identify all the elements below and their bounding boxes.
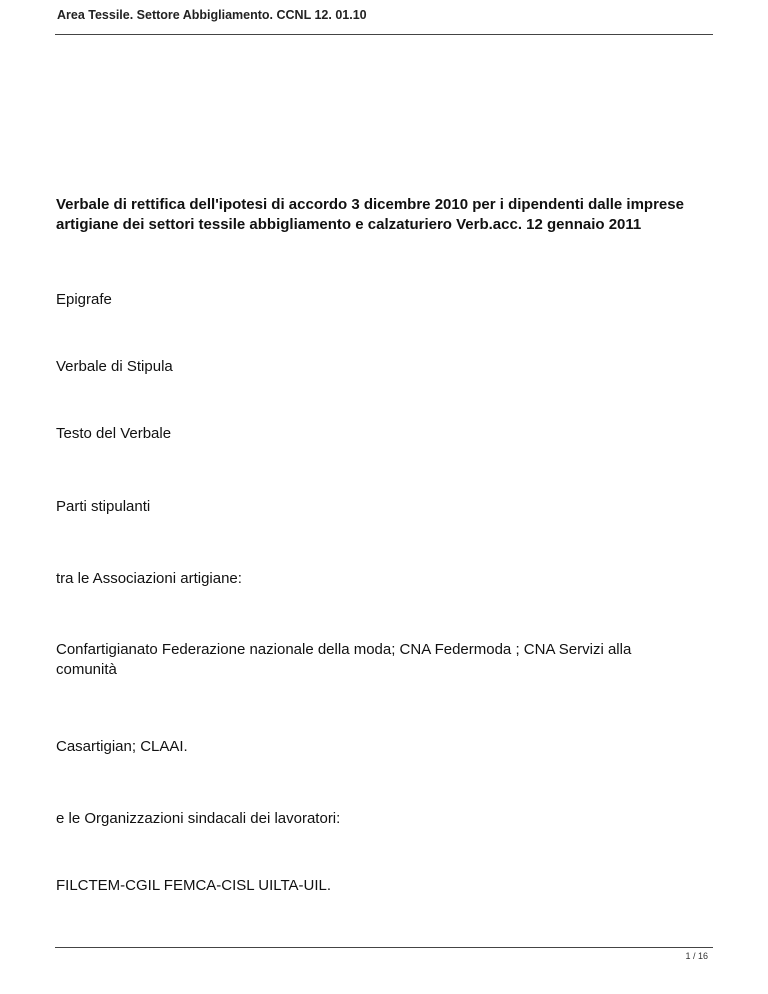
- footer-divider: [55, 947, 713, 948]
- paragraph-sindacati: FILCTEM-CGIL FEMCA-CISL UILTA-UIL.: [56, 877, 332, 894]
- paragraph-casartigian: Casartigian; CLAAI.: [56, 738, 188, 755]
- paragraph-organizzazioni-sindacali: e le Organizzazioni sindacali dei lavoratori:: [56, 810, 341, 827]
- header-divider: [55, 34, 713, 35]
- document-title: Verbale di rettifica dell'ipotesi di accordo 3 dicembre 2010 per i dipendenti dalle imprese artigiane dei settori tessile abbigliamento e calzaturiero Verb.acc. 12 gennaio 2011: [56, 196, 684, 233]
- paragraph-testo-verbale: Testo del Verbale: [56, 425, 172, 442]
- paragraph-confartigianato: Confartigianato Federazione nazionale della moda; CNA Federmoda ; CNA Servizi alla comunità: [56, 641, 632, 678]
- page-number: 1 / 16: [685, 951, 708, 961]
- paragraph-associazioni-artigiane: tra le Associazioni artigiane:: [56, 570, 242, 587]
- paragraph-epigrafe: Epigrafe: [56, 291, 112, 308]
- paragraph-verbale-stipula: Verbale di Stipula: [56, 358, 173, 375]
- page-header-title: Area Tessile. Settore Abbigliamento. CCNL 12. 01.10: [57, 8, 367, 22]
- paragraph-parti-stipulanti: Parti stipulanti: [56, 498, 151, 515]
